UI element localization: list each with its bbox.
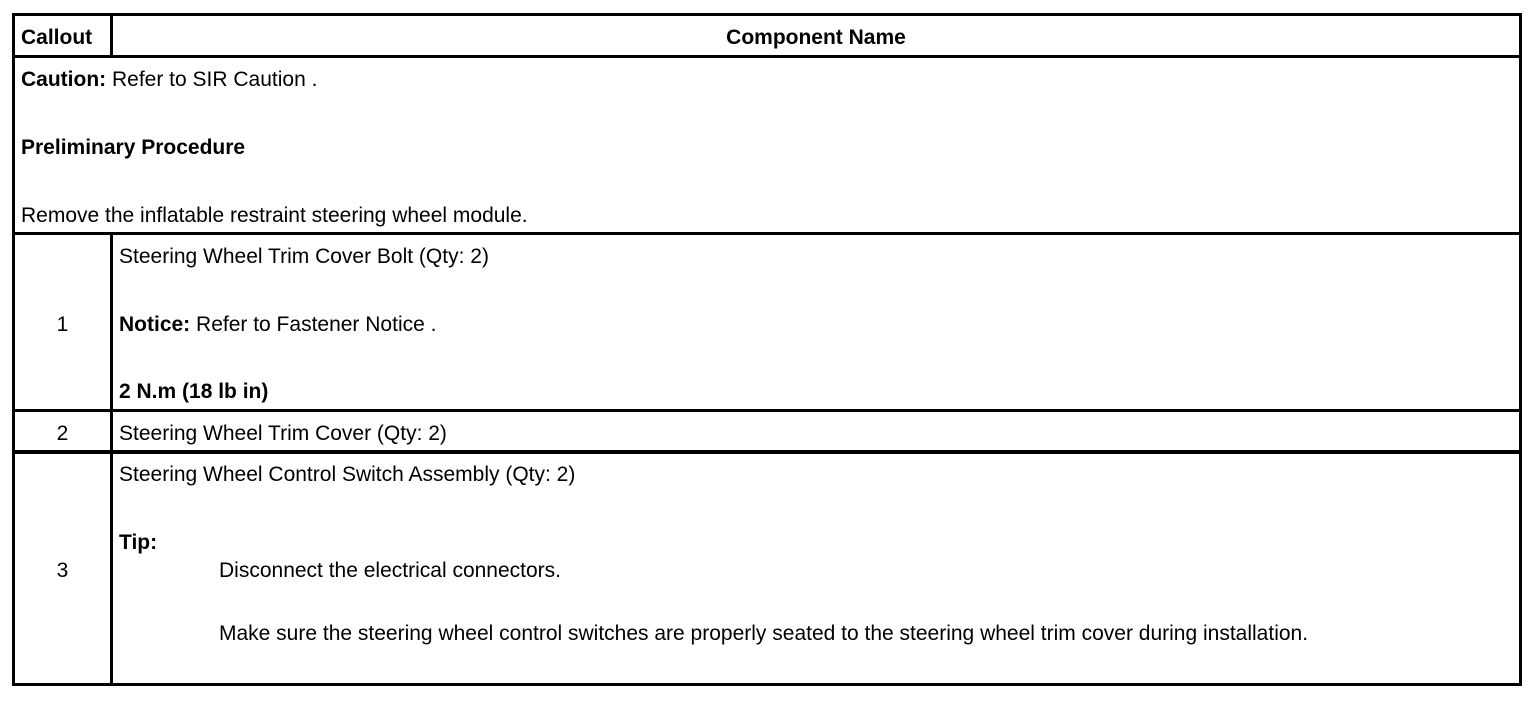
component-name-2: Steering Wheel Trim Cover (Qty: 2) (119, 422, 447, 445)
components-table (12, 13, 1522, 686)
notice-line (119, 313, 436, 337)
caution-label: Caution: (21, 68, 107, 91)
tip-item-2: Make sure the steering wheel control switches are properly seated to the steering wheel trim cover during installation. (219, 622, 1309, 645)
notice-label: Notice: (119, 313, 191, 336)
remove-instruction: Remove the inflatable restraint steering wheel module. (21, 204, 528, 227)
caution-text: Refer to SIR Caution . (106, 68, 318, 91)
tip-label: Tip: (119, 531, 158, 554)
column-divider (110, 232, 113, 686)
component-name-3: Steering Wheel Control Switch Assembly (Qty: 2) (119, 463, 576, 486)
divider (15, 232, 1519, 235)
divider (15, 409, 1519, 412)
divider (15, 55, 1519, 58)
tip-item-1: Disconnect the electrical connectors. (219, 559, 561, 582)
column-divider (110, 16, 113, 55)
callout-1: 1 (56, 313, 69, 336)
torque-spec: 2 N.m (18 lb in) (119, 380, 269, 403)
preliminary-procedure-heading: Preliminary Procedure (21, 136, 246, 159)
header-callout: Callout (21, 26, 93, 49)
callout-3: 3 (56, 559, 69, 582)
callout-2: 2 (56, 422, 69, 445)
header-component-name: Component Name (726, 26, 906, 49)
divider (15, 450, 1519, 454)
notice-text: Refer to Fastener Notice . (190, 313, 437, 336)
caution-line (21, 68, 317, 92)
component-name-1: Steering Wheel Trim Cover Bolt (Qty: 2) (119, 245, 489, 268)
